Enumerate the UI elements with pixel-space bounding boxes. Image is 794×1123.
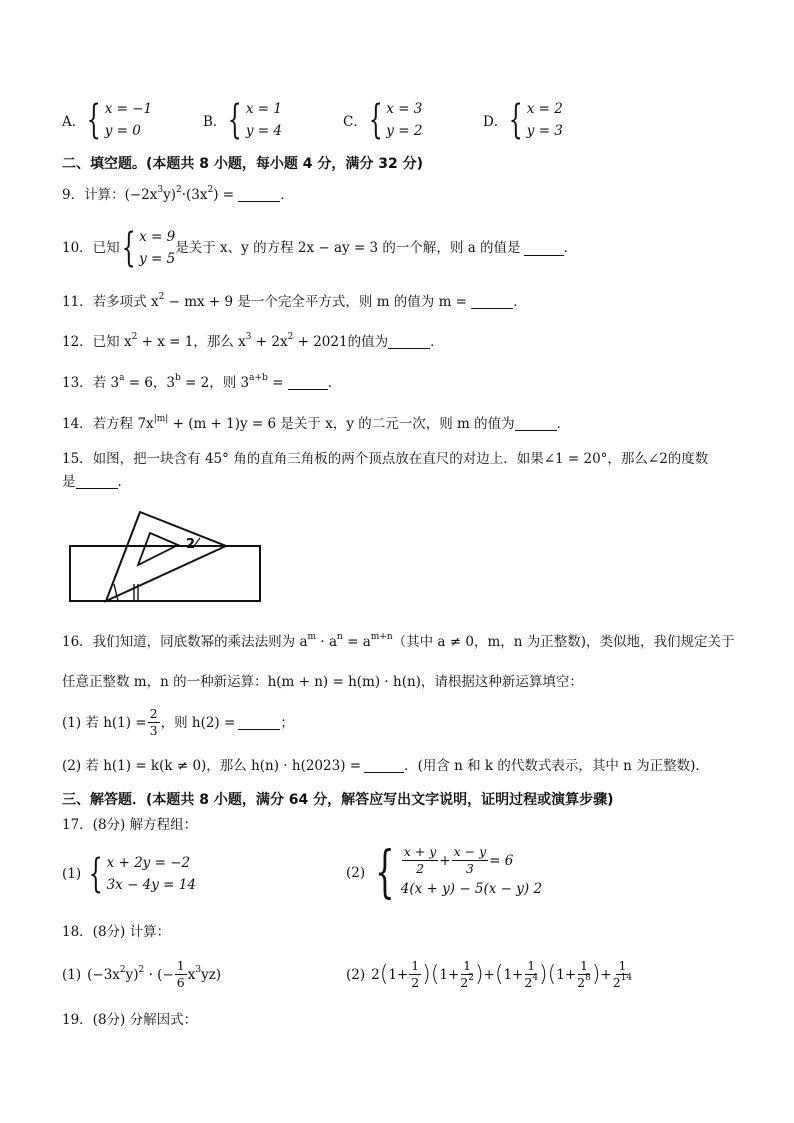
option-letter: D． [483,114,508,130]
set-square [106,512,226,601]
question-13: 13．若 $3^a = 6$，$3^b = 2$，则 $3^{a+b}$ = ． [62,373,342,391]
question-18-part-1: (1) $(-3x^2y)^2$ · (− $\frac{1}{6}$ $x^3yz$) [62,958,222,990]
equation-system: { x = 2 y = 3 [509,97,563,143]
question-18-title: 18．(8分) 计算： [62,924,171,940]
answer-blank[interactable] [76,474,118,489]
angle-2-label: 2 [186,537,196,552]
equation: y = 4 [245,123,282,139]
equation: y = 3 [526,123,563,139]
option-letter: B． [203,114,227,130]
equation-system: { x = 3 y = 2 [368,97,423,143]
answer-blank[interactable] [388,334,430,349]
answer-blank[interactable] [238,187,280,202]
equation: y = 0 [104,123,141,139]
option-b [203,98,282,142]
question-19-title: 19．(8分) 分解因式： [62,1012,198,1028]
answer-blank[interactable] [288,375,328,390]
answer-blank[interactable] [471,294,513,309]
ruler-triangle-figure [66,504,266,606]
section-heading-solve: 三、解答题．(本题共 8 小题，满分 64 分，解答应写出文字说明，证明过程或演算步骤) [62,792,614,808]
right-angle-mark [114,584,118,601]
answer-blank[interactable] [364,758,404,773]
question-9: 9．计算：$(-2x^3y)^2\cdot(3x^2)$ = ． [62,185,294,203]
option-letter: A． [62,114,86,130]
set-square-inner [138,533,178,565]
option-c [343,98,422,142]
question-17-title: 17．(8分) 解方程组： [62,817,198,833]
question-16-part-1: (1) 若 h(1) = $\frac{2}{3}$ ，则 h(2) = ； [62,706,294,738]
question-11: 11．若多项式 $x^2$ − mx + 9 是一个完全平方式，则 m 的值为 m = ． [62,292,527,310]
option-a [62,98,152,142]
question-17-part-2: (2) { $\frac{x + y}{2}$ + $\frac{x - y}{3}$ = 6 4(x + y) − 5(x − y) 2 [346,839,543,905]
equation: y = 2 [386,123,423,139]
equation: x = 3 [386,101,423,117]
answer-blank[interactable] [515,416,557,431]
answer-blank[interactable] [524,241,564,256]
question-16-line-1: 16．我们知道，同底数幂的乘法法则为 $a^m \cdot a^n = a^{m+n}$（其中 a ≠ 0，m，n 为正整数)，类似地，我们规定关于 [62,632,735,650]
equation: x = −1 [104,101,153,117]
equation: x = 1 [245,101,282,117]
equation-system: { x = −1 y = 0 [86,97,153,143]
option-d [483,98,563,142]
question-12: 12．已知 $x^2 + x = 1$，那么 $x^3 + 2x^2 + 2021$的值为 ． [62,332,444,350]
section-heading-fill-blank: 二、填空题。(本题共 8 小题，每小题 4 分，满分 32 分) [62,156,424,172]
question-15-line-2: 是 ． [62,474,131,490]
equation-system: { $\frac{x + y}{2}$ + $\frac{x - y}{3}$ = 6 4(x + y) − 5(x − y) 2 [375,839,543,905]
equation-system: { x = 1 y = 4 [228,97,282,143]
question-18-part-2: (2) 2 ( 1 + $\frac{1}{2}$ ) ( 1 + $\frac{1}{2^2}$ ) + ( 1 + $\frac{1}{2^4}$ ) ( 1 + $\frac{1}{2^8}$ ) + $\frac{1}{2^{14}}$ [346,958,633,990]
equation-system: { x + 2y = −2 3x − 4y = 14 [88,851,196,897]
question-17-part-1: (1) { x + 2y = −2 3x − 4y = 14 [62,851,196,897]
fraction: $\frac{2}{3}$ [149,706,158,738]
question-16-line-2: 任意正整数 m，n 的一种新运算：h(m + n) = h(m) · h(n)，请根据这种新运算填空： [62,674,583,690]
question-14: 14．若方程 $7x^{|m|} + (m + 1)y = 6$ 是关于 x，y 的二元一次，则 m 的值为 ． [62,414,571,432]
equation-system: { x = 9 y = 5 [121,225,176,271]
question-16-part-2: (2) 若 h(1) = k(k ≠ 0)，那么 h(n) · h(2023) = ．(用含 n 和 k 的代数式表示，其中 n 为正整数)． [62,758,709,774]
option-letter: C． [343,114,367,130]
fraction: $\frac{1}{6}$ [176,958,185,990]
equation: x = 2 [526,101,563,117]
question-10: 10．已知 { x = 9 y = 5 是关于 x、y 的方程 2x − ay = 3 的一个解，则 a 的值是 ． [62,225,578,271]
question-15-line-1: 15．如图，把一块含有 45° 角的直角三角板的两个顶点放在直尺的对边上．如果∠1 = 20°，那么∠2的度数 [62,451,709,467]
answer-blank[interactable] [238,715,280,730]
